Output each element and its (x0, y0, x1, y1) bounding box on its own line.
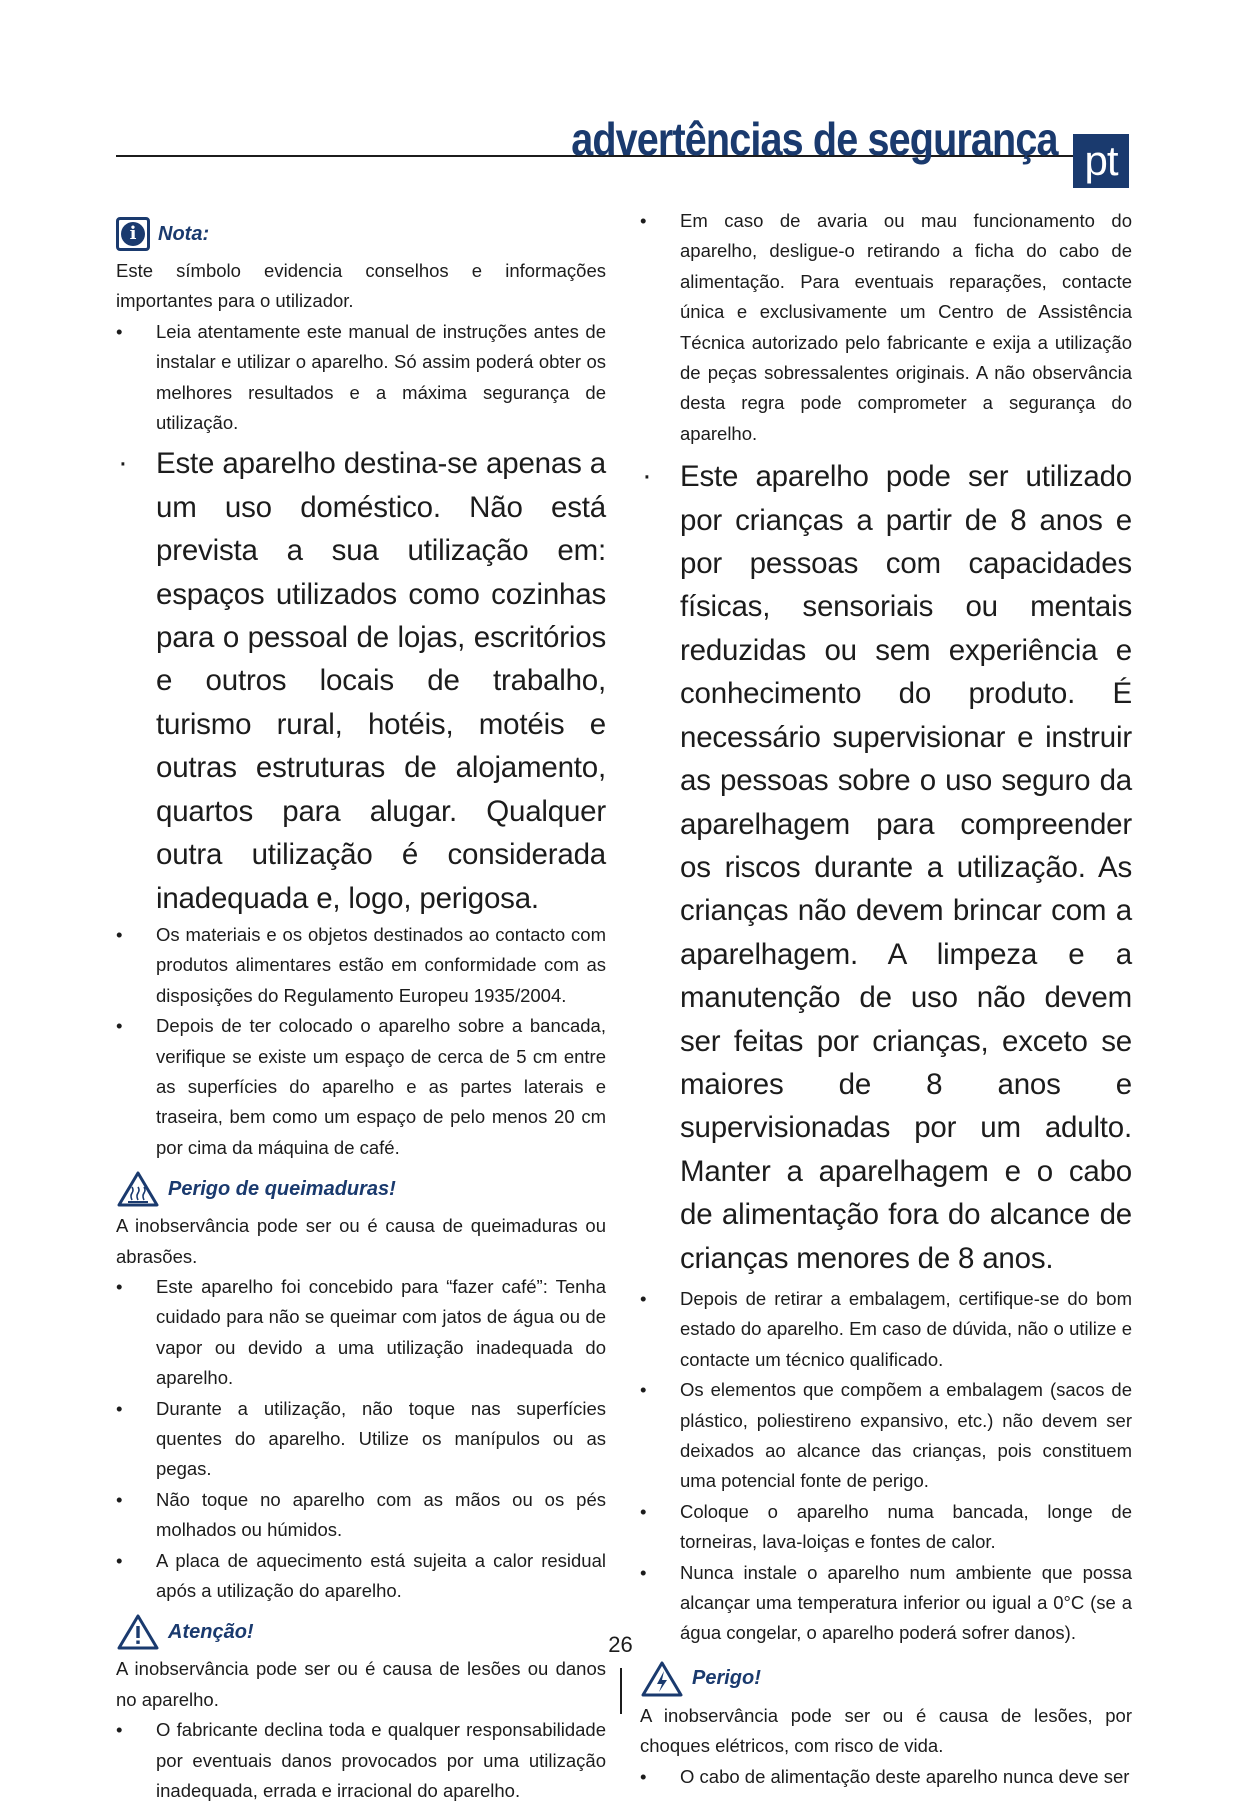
list-item: • Os elementos que compõem a embalagem (sacos de plástico, poliestireno expansivo, etc.) não devem ser deixados ao alcance das crianças, pois constituem uma potencial fonte de perigo. (640, 1379, 1132, 1492)
danger-heading (640, 1657, 1132, 1701)
list-item: • Os materiais e os objetos destinados ao contacto com produtos alimentares estão em conformidade com as disposições do Regulamento Europeu 1935/2004. (116, 923, 606, 1006)
burns-label: Perigo de queimaduras! (168, 1177, 396, 1200)
danger-text: A inobservância pode ser ou é causa de lesões, por choques elétricos, com risco de vida. (640, 1704, 1132, 1757)
list-item: • O cabo de alimentação deste aparelho nunca deve ser (640, 1765, 1130, 1787)
page-number-rule (620, 1668, 622, 1714)
list-item: • A placa de aquecimento está sujeita a calor residual após a utilização do aparelho. (116, 1549, 606, 1602)
list-item: • O fabricante declina toda e qualquer responsabilidade por eventuais danos provocados por uma utilização inadequada, errada e irracional do aparelho. (116, 1719, 606, 1802)
right-column (640, 206, 1132, 1792)
burns-heading (116, 1167, 606, 1211)
electric-shock-warning-icon (640, 1660, 684, 1698)
burns-text: A inobservância pode ser ou é causa de queimaduras ou abrasões. (116, 1215, 606, 1267)
hot-surface-warning-icon (116, 1170, 160, 1208)
left-column (116, 210, 606, 1806)
list-item: • Nunca instale o aparelho num ambiente que possa alcançar uma temperatura inferior ou igual a 0°C (se a água congelar, o aparelho poderá sofrer danos). (640, 1561, 1132, 1644)
list-item: • Em caso de avaria ou mau funcionamento do aparelho, desligue-o retirando a ficha do cabo de alimentação. Para eventuais reparações, contacte única e exclusivamente um Centro de Assistência Técnica autorizado pelo fabricante e exija a utilização de peças sobressalentes originais. A não observância desta regra pode comprometer a segurança do aparelho. (640, 210, 1132, 444)
attention-label: Atenção! (168, 1620, 254, 1643)
note-text: Este símbolo evidencia conselhos e informações importantes para o utilizador. (116, 260, 606, 312)
page-title: advertências de segurança (571, 113, 1058, 165)
list-item: • Este aparelho foi concebido para “fazer café”: Tenha cuidado para não se queimar com jatos de água ou de vapor ou devido a uma utilização inadequada do aparelho. (116, 1275, 606, 1389)
list-item: • Leia atentamente este manual de instruções antes de instalar e utilizar o aparelho. Só assim poderá obter os melhores resultados e a máxima segurança de utilização. (116, 320, 606, 434)
list-item-emphasis: · Este aparelho pode ser utilizado por crianças a partir de 8 anos e por pessoas com capacidades físicas, sensoriais ou mentais reduzidas ou sem experiência e conhecimento do produto. É necessário supervisionar e instruir as pessoas sobre o uso seguro da aparelhagem para compreender os riscos durante a utilização. As crianças não devem brincar com a aparelhagem. A limpeza e a manutenção de uso não devem ser feitas por crianças, exceto se maiores de 8 anos e supervisionadas por um adulto. Manter a aparelhagem e o cabo de alimentação fora do alcance de crianças menores de 8 anos. (642, 459, 1132, 1275)
info-icon: i (116, 217, 150, 251)
list-item: • Depois de ter colocado o aparelho sobre a bancada, verifique se existe um espaço de cerca de 5 cm entre as superfícies do aparelho e as partes laterais e traseira, bem como um espaço de pelo menos 20 cm por cima da máquina de café. (116, 1015, 606, 1158)
list-item: • Durante a utilização, não toque nas superfícies quentes do aparelho. Utilize os manípulos ou as pegas. (116, 1397, 606, 1480)
note-label: Nota: (158, 222, 210, 245)
language-badge: pt (1073, 134, 1129, 188)
note-heading (116, 212, 606, 256)
list-item: • Depois de retirar a embalagem, certifique-se do bom estado do aparelho. Em caso de dúvida, não o utilize e contacte um técnico qualificado. (640, 1287, 1132, 1370)
list-item: • Coloque o aparelho numa bancada, longe de torneiras, lava-loiças e fontes de calor. (640, 1500, 1132, 1553)
list-item: • Não toque no aparelho com as mãos ou os pés molhados ou húmidos. (116, 1488, 606, 1541)
attention-text: A inobservância pode ser ou é causa de lesões ou danos no aparelho. (116, 1658, 606, 1710)
danger-label: Perigo! (692, 1667, 761, 1690)
page-number: 26 (608, 1632, 633, 1657)
list-item-emphasis: · Este aparelho destina-se apenas a um uso doméstico. Não está prevista a sua utilização em: espaços utilizados como cozinhas para o pessoal de lojas, escritórios e outros locais de trabalho, turismo rural, hotéis, motéis e outras estruturas de alojamento, quartos para alugar. Qualquer outra utilização é considerada inadequada e, logo, perigosa. (118, 446, 606, 915)
